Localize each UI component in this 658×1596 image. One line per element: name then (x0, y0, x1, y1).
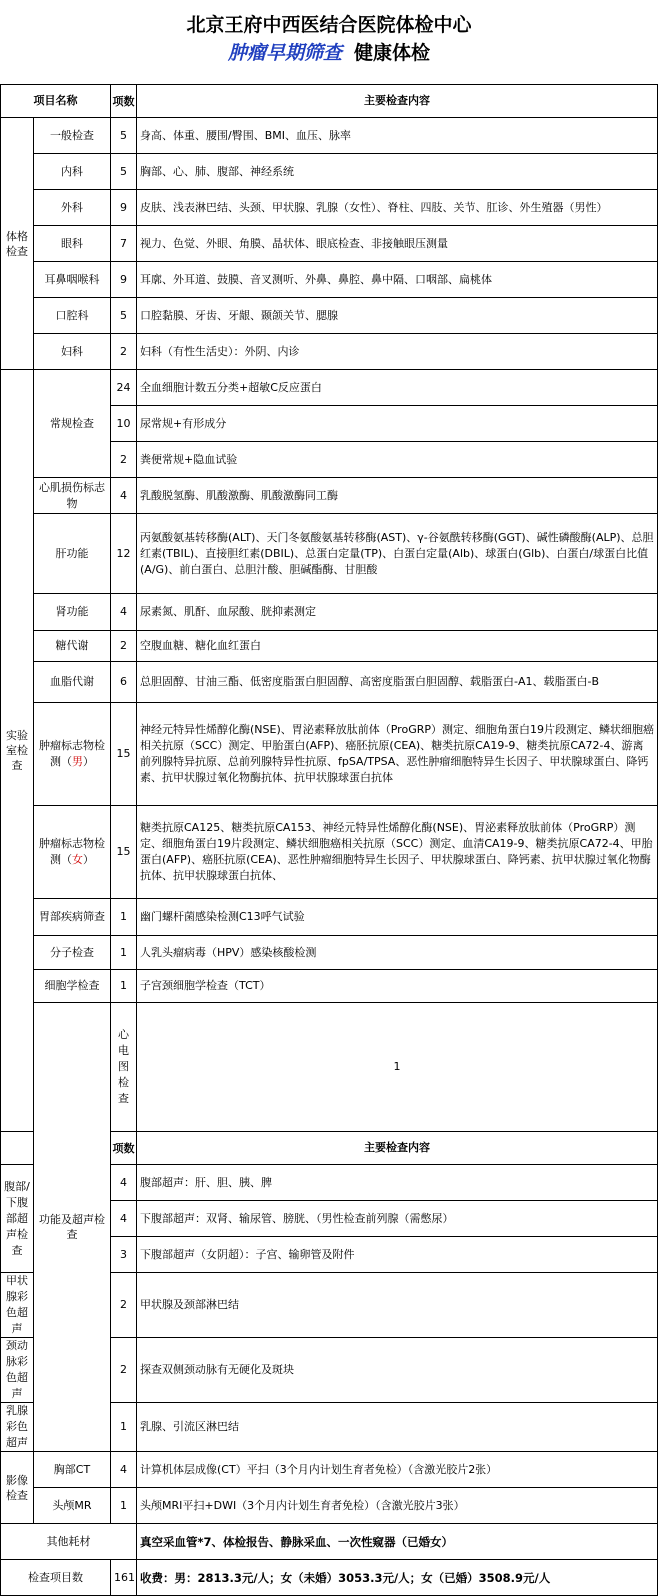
subheader-empty (1, 1132, 34, 1165)
row-content: 尿素氮、肌酐、血尿酸、胱抑素测定 (137, 594, 658, 631)
table-row (1, 262, 658, 298)
table-row-consumables (1, 1524, 658, 1560)
table-row (1, 1488, 658, 1524)
row-name-prefix: 肿瘤标志物检测（ (39, 837, 105, 866)
row-count: 5 (111, 118, 137, 154)
row-content: 总胆固醇、甘油三酯、低密度脂蛋白胆固醇、高密度脂蛋白胆固醇、载脂蛋白-A1、载脂蛋白-B (137, 662, 658, 703)
row-name (34, 703, 111, 806)
row-count: 7 (111, 226, 137, 262)
row-content: 甲状腺及颈部淋巴结 (137, 1273, 658, 1338)
row-name: 颈动脉彩色超声 (1, 1338, 34, 1403)
total-price: 收费：男：2813.3元/人；女（未婚）3053.3元/人；女（已婚）3508.9元/人 (137, 1560, 658, 1596)
table-row (1, 190, 658, 226)
row-name-sex: 男 (72, 755, 83, 768)
row-count: 24 (111, 370, 137, 406)
header-count: 项数 (111, 85, 137, 118)
row-content: 口腔黏膜、牙齿、牙龈、颞颌关节、腮腺 (137, 298, 658, 334)
row-name-suffix: ） (83, 755, 94, 768)
row-count: 9 (111, 262, 137, 298)
table-row (1, 806, 658, 899)
row-name: 心电图检查 (111, 1003, 137, 1132)
row-name: 头颅MR (34, 1488, 111, 1524)
total-name: 检查项目数 (1, 1560, 111, 1596)
row-count: 2 (111, 334, 137, 370)
row-content: 子宫颈细胞学检查（TCT） (137, 970, 658, 1003)
table-row (1, 370, 658, 406)
table-row (1, 334, 658, 370)
row-count: 1 (111, 1488, 137, 1524)
table-header (1, 85, 658, 118)
row-count: 2 (111, 442, 137, 478)
group-lab: 实验室检查 (1, 370, 34, 1132)
table-row (1, 594, 658, 631)
row-count: 4 (111, 1452, 137, 1488)
page-subtitle (0, 38, 658, 72)
row-count: 1 (111, 936, 137, 970)
table-row (1, 298, 658, 334)
row-count: 2 (111, 631, 137, 662)
row-name-sex: 女 (72, 853, 83, 866)
row-content: 空腹血糖、糖化血红蛋白 (137, 631, 658, 662)
row-count: 1 (137, 1003, 658, 1132)
row-content: 粪便常规+隐血试验 (137, 442, 658, 478)
row-content: 胸部、心、肺、腹部、神经系统 (137, 154, 658, 190)
table-row (1, 662, 658, 703)
exam-table (0, 84, 658, 1596)
row-content: 丙氨酸氨基转移酶(ALT)、天门冬氨酸氨基转移酶(AST)、γ-谷氨酰转移酶(GGT)、碱性磷酸酶(ALP)、总胆红素(TBIL)、直接胆红素(DBIL)、总蛋白定量(TP)、白蛋白定量(Alb)、球蛋白(Glb)、白蛋白/球蛋白比值(A/G)、前白蛋白、总胆汁酸、胆碱酯酶、甘胆酸 (137, 514, 658, 594)
row-name: 内科 (34, 154, 111, 190)
group-functional: 功能及超声检查 (34, 1003, 111, 1452)
row-name: 胃部疾病筛查 (34, 899, 111, 936)
row-name: 眼科 (34, 226, 111, 262)
group-physical: 体格检查 (1, 118, 34, 370)
row-name: 细胞学检查 (34, 970, 111, 1003)
table-row (1, 118, 658, 154)
row-name: 腹部/下腹部超声检查 (1, 1165, 34, 1273)
row-name: 甲状腺彩色超声 (1, 1273, 34, 1338)
row-name: 分子检查 (34, 936, 111, 970)
row-name: 胸部CT (34, 1452, 111, 1488)
table-row (1, 154, 658, 190)
row-content: 头颅MRI平扫+DWI（3个月内计划生育者免检）（含激光胶片3张） (137, 1488, 658, 1524)
table-row (1, 478, 658, 514)
table-row-total (1, 1560, 658, 1596)
row-count: 4 (111, 1165, 137, 1201)
row-content: 糖类抗原CA125、糖类抗原CA153、神经元特异性烯醇化酶(NSE)、胃泌素释放肽前体（ProGRP）测定、细胞角蛋白19片段测定、鳞状细胞癌相关抗原（SCC）测定、血清CA19-9、糖类抗原CA72-4、甲胎蛋白(AFP)、癌胚抗原(CEA)、恶性肿瘤细胞特异生长因子、甲状腺球蛋白、降钙素、抗甲状腺过氧化物酶抗体、抗甲状腺球蛋白抗体、 (137, 806, 658, 899)
row-name: 口腔科 (34, 298, 111, 334)
table-row (1, 936, 658, 970)
row-name-prefix: 肿瘤标志物检测（ (39, 739, 105, 768)
row-content: 皮肤、浅表淋巴结、头颈、甲状腺、乳腺（女性）、脊柱、四肢、关节、肛诊、外生殖器（男性） (137, 190, 658, 226)
row-content: 全血细胞计数五分类+超敏C反应蛋白 (137, 370, 658, 406)
row-name: 外科 (34, 190, 111, 226)
row-count: 12 (111, 514, 137, 594)
subtitle-category: 健康体检 (354, 42, 431, 64)
row-count: 2 (111, 1273, 137, 1338)
row-content: 身高、体重、腰围/臀围、BMI、血压、脉率 (137, 118, 658, 154)
row-name: 心肌损伤标志物 (34, 478, 111, 514)
row-count: 15 (111, 703, 137, 806)
row-content: 神经元特异性烯醇化酶(NSE)、胃泌素释放肽前体（ProGRP）测定、细胞角蛋白19片段测定、鳞状细胞癌相关抗原（SCC）测定、甲胎蛋白(AFP)、癌胚抗原(CEA)、糖类抗原CA19-9、糖类抗原CA72-4、游离前列腺特异抗原、总前列腺特异性抗原、fpSA/TPSA、恶性肿瘤细胞特异生长因子、甲状腺球蛋白、降钙素、抗甲状腺过氧化物酶抗体、抗甲状腺球蛋白抗体 (137, 703, 658, 806)
row-count: 3 (111, 1237, 137, 1273)
row-count: 1 (111, 970, 137, 1003)
table-row (1, 703, 658, 806)
row-count: 10 (111, 406, 137, 442)
row-name: 耳鼻咽喉科 (34, 262, 111, 298)
row-count: 15 (111, 806, 137, 899)
row-name-suffix: ） (83, 853, 94, 866)
table-row (1, 631, 658, 662)
group-imaging: 影像检查 (1, 1452, 34, 1524)
row-count: 4 (111, 478, 137, 514)
subheader-count: 项数 (111, 1132, 137, 1165)
row-name (34, 806, 111, 899)
row-content: 视力、色觉、外眼、角膜、晶状体、眼底检查、非接触眼压测量 (137, 226, 658, 262)
row-count: 5 (111, 298, 137, 334)
page-title: 北京王府中西医结合医院体检中心 (186, 14, 472, 36)
row-name: 肝功能 (34, 514, 111, 594)
row-name: 肾功能 (34, 594, 111, 631)
row-content: 乳腺、引流区淋巴结 (137, 1403, 658, 1452)
subtitle-package: 肿瘤早期筛查 (227, 42, 342, 64)
row-name: 常规检查 (34, 370, 111, 478)
row-count: 6 (111, 662, 137, 703)
row-count: 1 (111, 899, 137, 936)
row-content: 耳廓、外耳道、鼓膜、音叉测听、外鼻、鼻腔、鼻中隔、口咽部、扁桃体 (137, 262, 658, 298)
row-content: 尿常规+有形成分 (137, 406, 658, 442)
row-count: 5 (111, 154, 137, 190)
table-row (1, 1452, 658, 1488)
row-name: 一般检查 (34, 118, 111, 154)
row-name: 糖代谢 (34, 631, 111, 662)
row-name: 妇科 (34, 334, 111, 370)
row-content: 下腹部超声（女阴超）：子宫、输卵管及附件 (137, 1237, 658, 1273)
row-count: 9 (111, 190, 137, 226)
row-content: 幽门螺杆菌感染检测C13呼气试验 (137, 899, 658, 936)
row-count: 4 (111, 594, 137, 631)
header-name: 项目名称 (1, 85, 111, 118)
row-content: 乳酸脱氢酶、肌酸激酶、肌酸激酶同工酶 (137, 478, 658, 514)
row-name: 血脂代谢 (34, 662, 111, 703)
row-count: 2 (111, 1338, 137, 1403)
total-count: 161 (111, 1560, 137, 1596)
consumables-content: 真空采血管*7、体检报告、静脉采血、一次性窥器（已婚女） (137, 1524, 658, 1560)
row-content: 下腹部超声：双肾、输尿管、膀胱、（男性检查前列腺（需憋尿） (137, 1201, 658, 1237)
row-content: 计算机体层成像(CT）平扫（3个月内计划生育者免检）（含激光胶片2张） (137, 1452, 658, 1488)
row-count: 4 (111, 1201, 137, 1237)
row-content: 人乳头瘤病毒（HPV）感染核酸检测 (137, 936, 658, 970)
table-row (1, 1003, 658, 1132)
row-content: 腹部超声：肝、胆、胰、脾 (137, 1165, 658, 1201)
table-row (1, 226, 658, 262)
table-row (1, 899, 658, 936)
table-row (1, 970, 658, 1003)
header-content: 主要检查内容 (137, 85, 658, 118)
table-row (1, 514, 658, 594)
row-content: 探查双侧颈动脉有无硬化及斑块 (137, 1338, 658, 1403)
subheader-content: 主要检查内容 (137, 1132, 658, 1165)
row-content: 妇科（有性生活史）：外阴、内诊 (137, 334, 658, 370)
consumables-name: 其他耗材 (1, 1524, 137, 1560)
row-count: 1 (111, 1403, 137, 1452)
row-name: 乳腺彩色超声 (1, 1403, 34, 1452)
